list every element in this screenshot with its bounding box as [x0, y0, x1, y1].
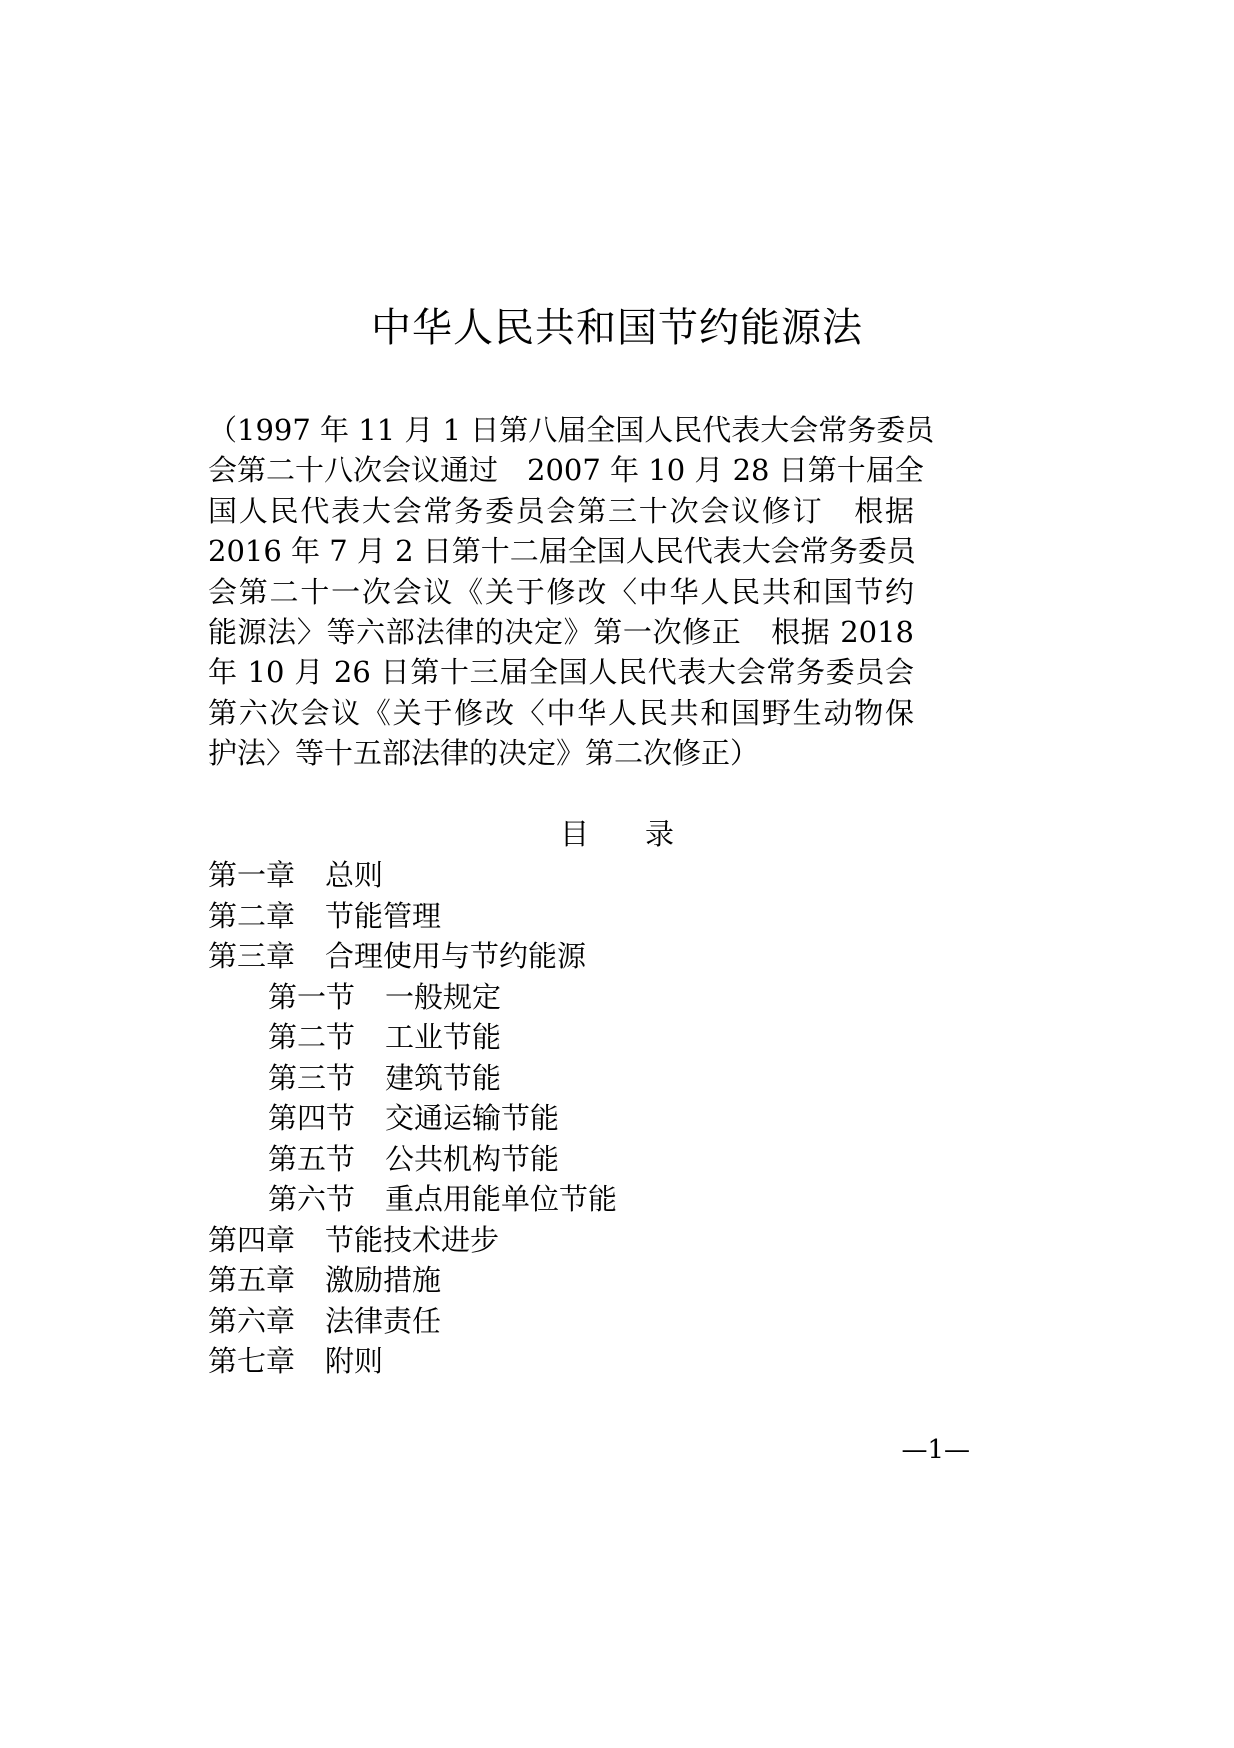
toc-item-chapter: [208, 1341, 617, 1382]
toc-item-number: 第二节: [268, 1020, 356, 1054]
toc-item-label: 一般规定: [385, 979, 502, 1014]
toc-heading-char: 目: [559, 817, 589, 851]
toc-item-chapter: [208, 1260, 617, 1301]
toc-item-number: 第一章: [208, 858, 296, 892]
toc-item-number: 第一节: [268, 979, 356, 1014]
page-number: —1—: [901, 1435, 970, 1465]
history-line: （1997 年 11 月 1 日第八届全国人民代表大会常务委员: [208, 413, 935, 447]
toc-item-label: 节能管理: [325, 898, 442, 933]
toc-item-label: 节能技术进步: [325, 1222, 500, 1257]
toc-item-number: 第三节: [268, 1060, 356, 1095]
toc-item-chapter: [208, 1220, 617, 1261]
toc-item-number: 第六章: [208, 1303, 296, 1338]
toc-item-number: 第四章: [208, 1222, 296, 1257]
toc-item-label: 合理使用与节约能源: [325, 939, 587, 973]
toc-item-chapter: [208, 896, 617, 937]
toc-item-number: 第七章: [208, 1344, 296, 1378]
toc-item-section: [208, 1098, 617, 1139]
toc-item-number: 第二章: [208, 898, 296, 933]
toc-item-section: [208, 1058, 617, 1099]
legislative-history: [208, 410, 935, 774]
history-line: 年 10 月 26 日第十三届全国人民代表大会常务委员会: [208, 655, 914, 690]
history-line: 会第二十一次会议《关于修改〈中华人民共和国节约: [208, 574, 914, 609]
toc-item-chapter: [208, 1301, 617, 1342]
history-line: 能源法〉等六部法律的决定》第一次修正 根据 2018: [208, 614, 914, 649]
toc-item-number: 第六节: [268, 1182, 356, 1216]
toc-item-label: 建筑节能: [385, 1060, 502, 1095]
toc-item-section: [208, 1179, 617, 1220]
toc-heading-char: 录: [645, 817, 675, 851]
toc-item-label: 法律责任: [325, 1303, 442, 1338]
toc-item-section: [208, 1139, 617, 1180]
toc-item-label: 公共机构节能: [385, 1141, 560, 1176]
toc-item-label: 附则: [325, 1344, 384, 1378]
toc-item-number: 第四节: [268, 1101, 356, 1135]
toc-item-number: 第五节: [268, 1141, 356, 1176]
toc-item-label: 工业节能: [385, 1020, 502, 1054]
toc-item-chapter: [208, 936, 617, 977]
document-title: 中华人民共和国节约能源法: [371, 305, 863, 351]
history-line: 国人民代表大会常务委员会第三十次会议修订 根据: [208, 493, 914, 528]
toc-heading: [0, 814, 1234, 854]
table-of-contents: [208, 855, 617, 1382]
toc-item-section: [208, 1017, 617, 1058]
toc-item-label: 激励措施: [325, 1263, 442, 1297]
history-line: 2016 年 7 月 2 日第十二届全国人民代表大会常务委员: [208, 534, 916, 569]
toc-item-label: 重点用能单位节能: [385, 1182, 618, 1216]
history-line: 会第二十八次会议通过 2007 年 10 月 28 日第十届全: [208, 453, 924, 488]
history-line: 第六次会议《关于修改〈中华人民共和国野生动物保: [208, 695, 914, 730]
history-line: 护法〉等十五部法律的决定》第二次修正）: [208, 736, 760, 771]
toc-item-section: [208, 977, 617, 1018]
toc-item-number: 第五章: [208, 1263, 296, 1297]
toc-item-label: 总则: [325, 858, 384, 892]
toc-item-number: 第三章: [208, 939, 296, 973]
toc-item-chapter: [208, 855, 617, 896]
toc-item-label: 交通运输节能: [385, 1101, 560, 1135]
